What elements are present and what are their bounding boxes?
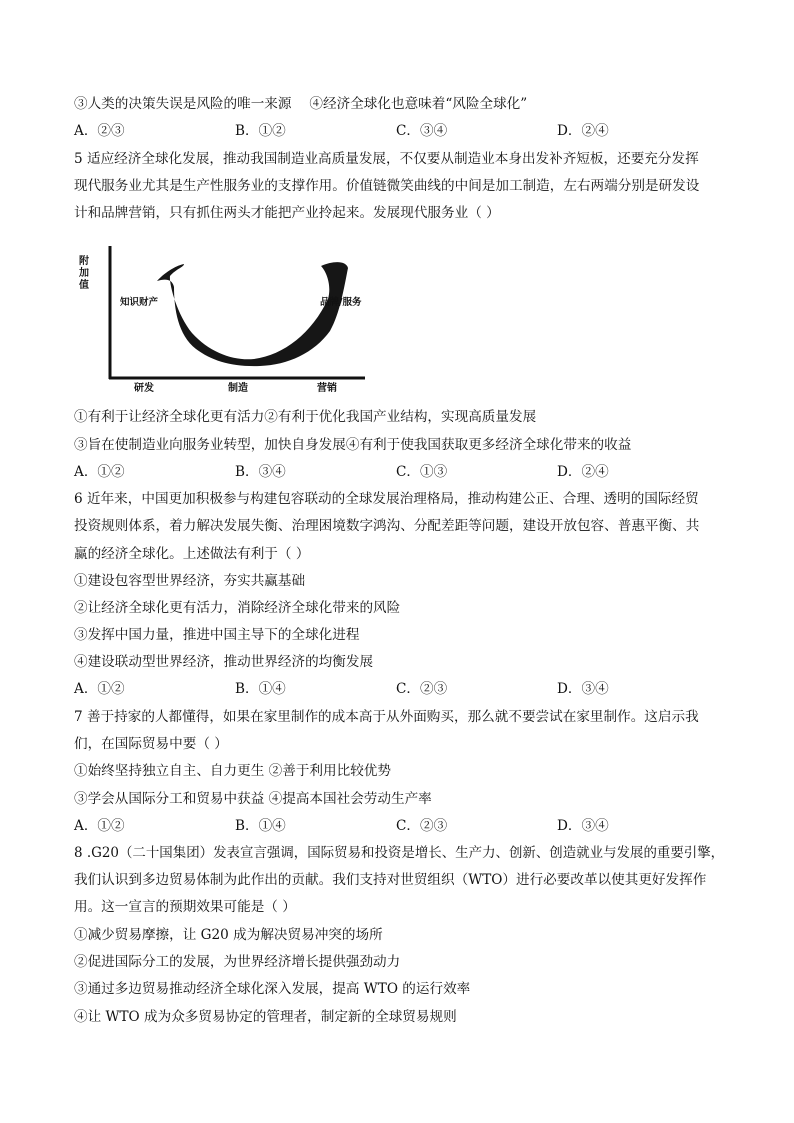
- q5-stem-line-2: 现代服务业尤其是生产性服务业的支撑作用。价值链微笑曲线的中间是加工制造，左右两端分别是研发设: [74, 178, 700, 194]
- q6-statement-3: ③发挥中国力量，推进中国主导下的全球化进程: [74, 627, 360, 643]
- q8-stem-line-3: 用。这一宣言的预期效果可能是（ ）: [74, 899, 296, 915]
- q4-option-d[interactable]: D．②④: [557, 123, 609, 139]
- q8-statement-1: ①减少贸易摩擦，让 G20 成为解决贸易冲突的场所: [74, 927, 383, 943]
- q8-statement-3: ③通过多边贸易推动经济全球化深入发展，提高 WTO 的运行效率: [74, 981, 471, 997]
- q6-stem-line-3: 赢的经济全球化。上述做法有利于（ ）: [74, 546, 310, 562]
- x-tick-label-manufacturing: 制造: [228, 383, 248, 394]
- q4-options: [74, 122, 734, 140]
- q6-option-b[interactable]: B．①④: [235, 681, 286, 697]
- q6-option-a[interactable]: A．①②: [74, 681, 125, 697]
- q6-statement-4: ④建设联动型世界经济，推动世界经济的均衡发展: [74, 654, 374, 670]
- q4-statement-line: ③人类的决策失误是风险的唯一来源 ④经济全球化也意味着“风险全球化”: [74, 96, 528, 112]
- q7-stem-line-1: 7 善于持家的人都懂得，如果在家里制作的成本高于从外面购买，那么就不要尝试在家里制作。这启示我: [74, 709, 699, 725]
- q7-option-d[interactable]: D．③④: [557, 818, 609, 834]
- q5-option-b[interactable]: B．③④: [235, 464, 286, 480]
- q5-option-a[interactable]: A．①②: [74, 464, 125, 480]
- q7-option-c[interactable]: C．②③: [396, 818, 448, 834]
- y-axis-label-char-1: 附: [79, 256, 89, 267]
- q7-statement-line-1: ①始终坚持独立自主、自力更生 ②善于利用比较优势: [74, 763, 391, 779]
- q7-option-a[interactable]: A．①②: [74, 818, 125, 834]
- q4-option-c[interactable]: C．③④: [396, 123, 448, 139]
- q5-option-d[interactable]: D．②④: [557, 464, 609, 480]
- q6-option-d[interactable]: D．③④: [557, 681, 609, 697]
- q8-statement-4: ④让 WTO 成为众多贸易协定的管理者，制定新的全球贸易规则: [74, 1009, 457, 1025]
- q7-stem-line-2: 们，在国际贸易中要（ ）: [74, 736, 228, 752]
- y-axis-label-char-2: 加: [79, 268, 89, 279]
- x-tick-label-marketing: 营销: [317, 383, 337, 394]
- annotation-brand-service: 品牌/服务: [320, 297, 362, 308]
- q5-option-c[interactable]: C．①③: [396, 464, 448, 480]
- q6-statement-1: ①建设包容型世界经济，夯实共赢基础: [74, 573, 306, 589]
- smile-curve-chart: [74, 243, 374, 395]
- q6-stem-line-2: 投资规则体系，着力解决发展失衡、治理困境数字鸿沟、分配差距等问题，建设开放包容、普惠平衡、共: [74, 518, 700, 534]
- q5-statement-line-1: ①有利于让经济全球化更有活力②有利于优化我国产业结构，实现高质量发展: [74, 409, 537, 425]
- y-axis-label-char-3: 值: [79, 280, 89, 291]
- q6-statement-2: ②让经济全球化更有活力，消除经济全球化带来的风险: [74, 600, 401, 616]
- q7-option-b[interactable]: B．①④: [235, 818, 286, 834]
- q5-stem-line-3: 计和品牌营销，只有抓住两头才能把产业拎起来。发展现代服务业（ ）: [74, 205, 500, 221]
- annotation-intellectual-property: 知识财产: [120, 297, 159, 308]
- q8-stem-line-1: 8 .G20（二十国集团）发表宣言强调，国际贸易和投资是增长、生产力、创新、创造就业与发展的重要引擎，: [74, 845, 725, 861]
- q6-stem-line-1: 6 近年来，中国更加积极参与构建包容联动的全球发展治理格局，推动构建公正、合理、透明的国际经贸: [74, 491, 699, 507]
- smile-curve-svg: [74, 243, 374, 395]
- q5-statement-line-2: ③旨在使制造业向服务业转型，加快自身发展④有利于使我国获取更多经济全球化带来的收益: [74, 437, 632, 453]
- q4-option-b[interactable]: B．①②: [235, 123, 286, 139]
- q7-statement-line-2: ③学会从国际分工和贸易中获益 ④提高本国社会劳动生产率: [74, 791, 432, 807]
- q6-options: [74, 680, 734, 698]
- q5-stem-line-1: 5 适应经济全球化发展，推动我国制造业高质量发展，不仅要从制造业本身出发补齐短板，还要充分发挥: [74, 151, 699, 167]
- q6-option-c[interactable]: C．②③: [396, 681, 448, 697]
- q7-options: [74, 817, 734, 835]
- q8-stem-line-2: 我们认识到多边贸易体制为此作出的贡献。我们支持对世贸组织（WTO）进行必要改革以使其更好发挥作: [74, 872, 707, 888]
- x-tick-label-research: 研发: [134, 383, 154, 394]
- smile-curve-line: [157, 262, 348, 366]
- q5-options: [74, 463, 734, 481]
- q8-statement-2: ②促进国际分工的发展，为世界经济增长提供强劲动力: [74, 954, 401, 970]
- q4-option-a[interactable]: A．②③: [74, 123, 125, 139]
